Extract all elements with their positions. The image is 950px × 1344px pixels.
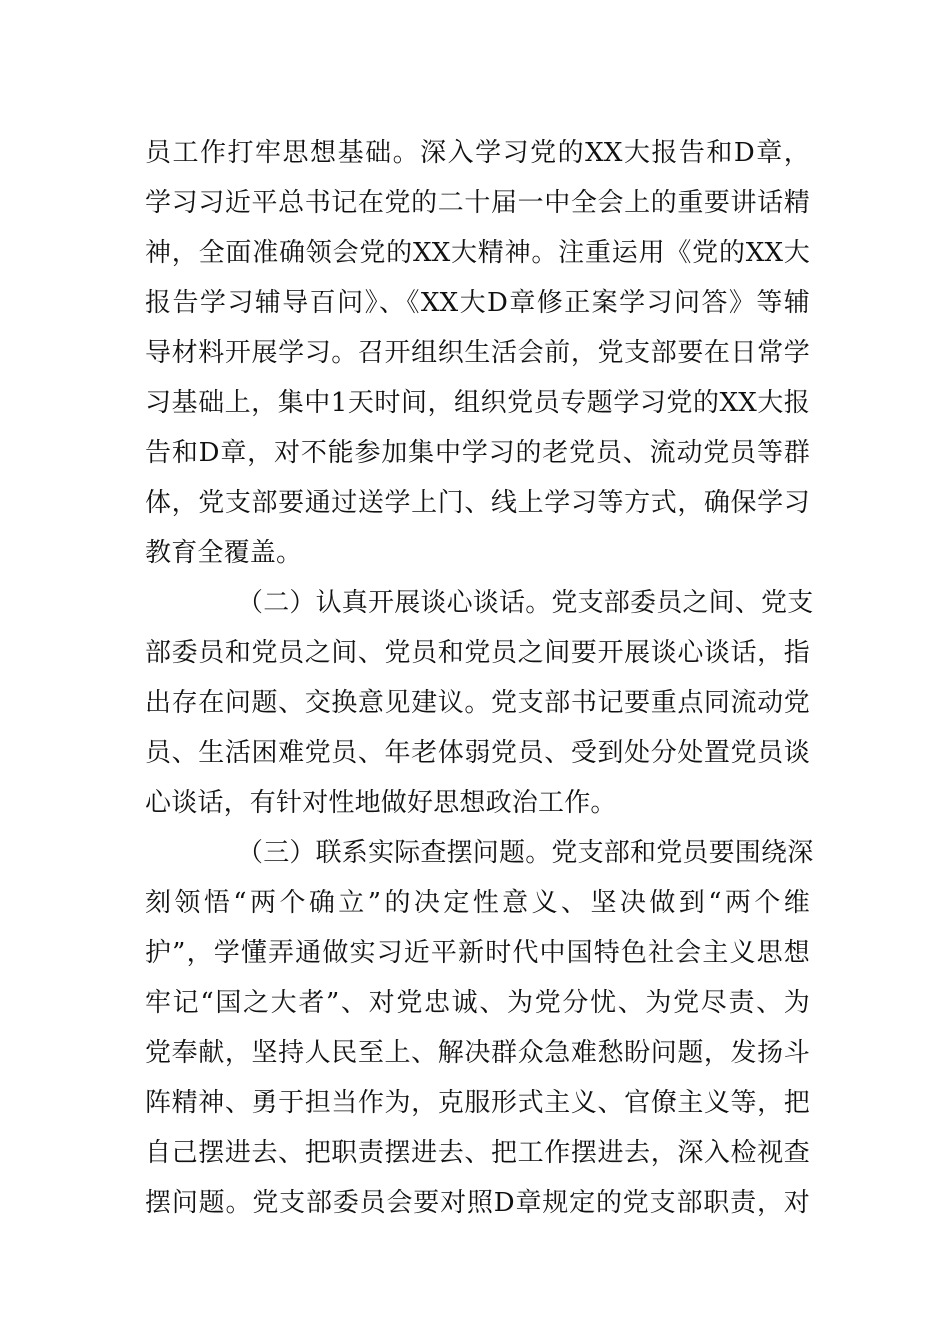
text-line: 护”，学懂弄通做实习近平新时代中国特色社会主义思想	[145, 938, 810, 968]
text-line: 自己摆进去、把职责摆进去、把工作摆进去，深入检视查	[145, 1138, 810, 1168]
text-line: 党奉献，坚持人民至上、解决群众急难愁盼问题，发扬斗	[145, 1038, 810, 1068]
text-line: 报告学习辅导百问》、《XX大D章修正案学习问答》等辅	[145, 288, 810, 318]
text-line: 神，全面准确领会党的XX大精神。注重运用《党的XX大	[145, 238, 810, 268]
text-line: 刻领悟“两个确立”的决定性意义、坚决做到“两个维	[145, 888, 810, 918]
text-line: 告和D章，对不能参加集中学习的老党员、流动党员等群	[145, 438, 810, 468]
document-body	[145, 128, 814, 1228]
text-line: 出存在问题、交换意见建议。党支部书记要重点同流动党	[145, 688, 810, 718]
text-line: 员工作打牢思想基础。深入学习党的XX大报告和D章，	[145, 138, 810, 168]
section-heading-line: （三）联系实际查摆问题。党支部和党员要围绕深	[237, 838, 814, 868]
text-line: 阵精神、勇于担当作为，克服形式主义、官僚主义等，把	[145, 1088, 810, 1118]
text-line: 心谈话，有针对性地做好思想政治工作。	[145, 788, 617, 818]
section-heading-line: （二）认真开展谈心谈话。党支部委员之间、党支	[237, 588, 814, 618]
text-line: 员、生活困难党员、年老体弱党员、受到处分处置党员谈	[145, 738, 810, 768]
text-line: 体，党支部要通过送学上门、线上学习等方式，确保学习	[145, 488, 810, 518]
text-line: 习基础上，集中1天时间，组织党员专题学习党的XX大报	[145, 388, 810, 418]
text-line: 摆问题。党支部委员会要对照D章规定的党支部职责，对	[145, 1188, 810, 1218]
text-line: 导材料开展学习。召开组织生活会前，党支部要在日常学	[145, 338, 810, 368]
text-line: 牢记“国之大者”、对党忠诚、为党分忧、为党尽责、为	[145, 988, 810, 1018]
text-line: 教育全覆盖。	[145, 538, 303, 568]
text-line: 部委员和党员之间、党员和党员之间要开展谈心谈话，指	[145, 638, 810, 668]
text-line: 学习习近平总书记在党的二十届一中全会上的重要讲话精	[145, 188, 810, 218]
